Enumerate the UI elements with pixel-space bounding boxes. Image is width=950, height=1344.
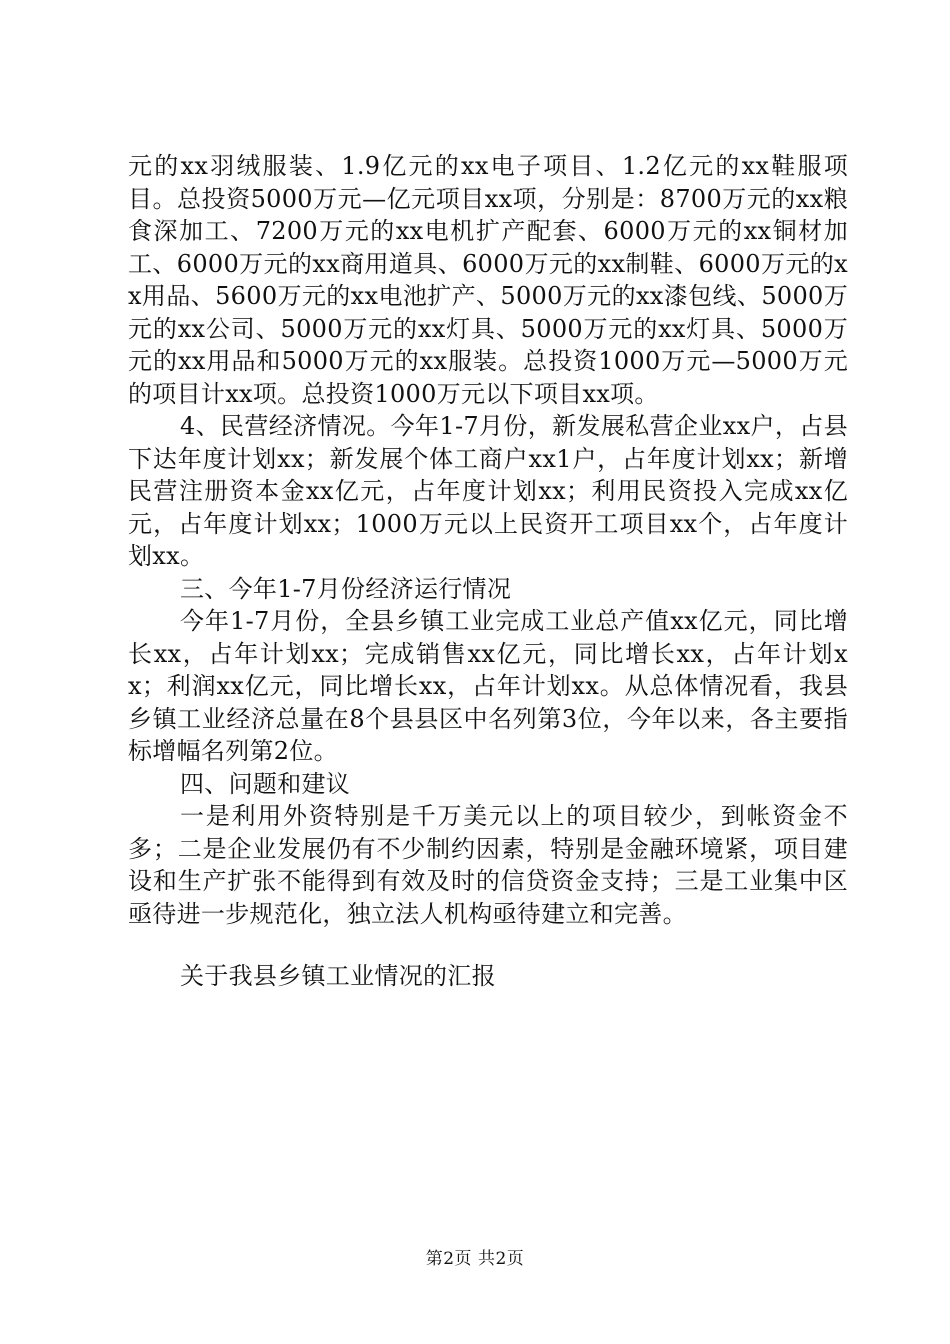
paragraph-problems: 一是利用外资特别是千万美元以上的项目较少，到帐资金不多；二是企业发展仍有不少制约因素，特别是金融环境紧，项目建设和生产扩张不能得到有效及时的信贷资金支持；三是工业集中区亟待进一步规范化，独立法人机构亟待建立和完善。 — [128, 802, 848, 928]
paragraph-private-economy: 4、民营经济情况。今年1-7月份，新发展私营企业xx户，占县下达年度计划xx；新发展个体工商户xx1户，占年度计划xx；新增民营注册资本金xx亿元，占年度计划xx；利用民资投入完成xx亿元，占年度计划xx；1000万元以上民资开工项目xx个，占年度计划xx。 — [128, 412, 849, 570]
section-heading-problems: 四、问题和建议 — [180, 769, 351, 798]
page-footer: 第2页 共2页 — [425, 1249, 525, 1269]
section-heading-economic-operation: 三、今年1-7月份经济运行情况 — [180, 574, 512, 603]
paragraph-project-list: 元的xx羽绒服装、1.9亿元的xx电子项目、1.2亿元的xx鞋服项目。总投资5000万元—亿元项目xx项，分别是：8700万元的xx粮食深加工、7200万元的xx电机扩产配套、6000万元的xx铜材加工、6000万元的xx商用道具、6000万元的xx制鞋、6000万元的xx用品、5600万元的xx电池扩产、5000万元的xx漆包线、5000万元的xx公司、5000万元的xx灯具、5000万元的xx灯具、5000万元的xx用品和5000万元的xx服装。总投资1000万元—5000万元的项目计xx项。总投资1000万元以下项目xx项。 — [128, 152, 848, 408]
paragraph-economic-operation: 今年1-7月份，全县乡镇工业完成工业总产值xx亿元，同比增长xx，占年计划xx；完成销售xx亿元，同比增长xx，占年计划xx；利润xx亿元，同比增长xx，占年计划xx。从总体情况看，我县乡镇工业经济总量在8个县县区中名列第3位，今年以来，各主要指标增幅名列第2位。 — [128, 607, 848, 765]
document-body — [128, 150, 848, 993]
closing-title: 关于我县乡镇工业情况的汇报 — [180, 962, 496, 990]
